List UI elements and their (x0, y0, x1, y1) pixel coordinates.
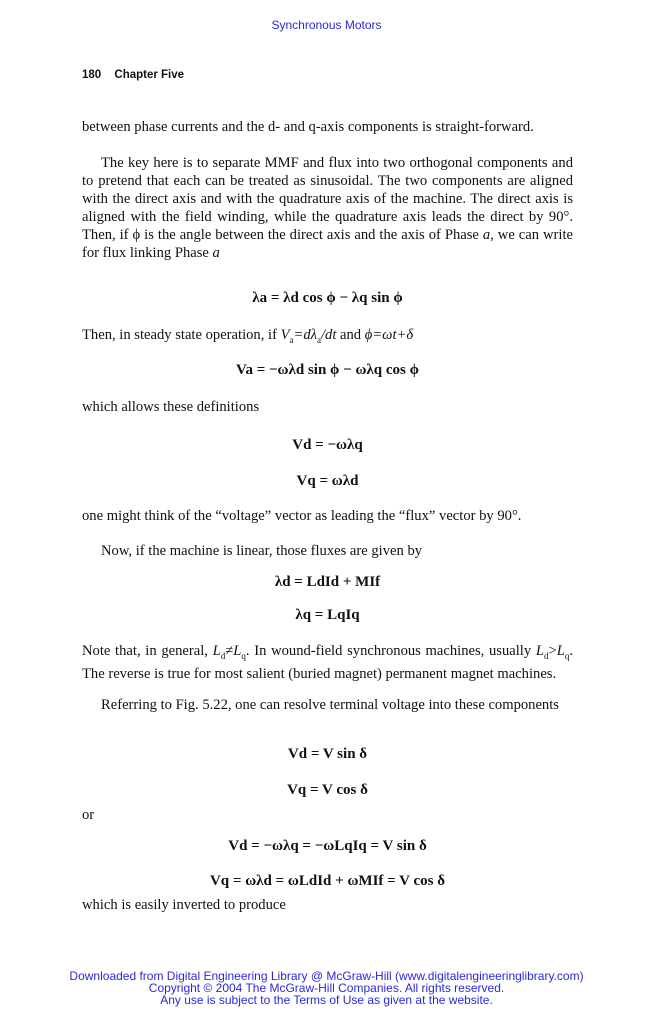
paragraph-4: which allows these definitions (82, 399, 260, 415)
paragraph-9: or (82, 807, 95, 823)
equation-lambda-q: λq = LqIq (295, 607, 360, 623)
paragraph-3: Then, in steady state operation, if $V_a=d\lambda_a/dt$ and ϕ=ωt+δ (82, 327, 414, 345)
footer-download-line: Downloaded from Digital Engineering Library @ McGraw-Hill (www.digitalengineeringlibrary.com) (69, 969, 584, 983)
equation-vd-full: Vd = −ωλq = −ωLqIq = V sin δ (228, 838, 427, 854)
equation-vq-full: Vq = ωλd = ωLdId + ωMIf = V cos δ (209, 873, 446, 889)
equation-vq: Vq = ωλd (296, 473, 359, 489)
paragraph-7: Note that, in general, $L_d\ne L_q$. In wound-field synchronous machines, usually $L_d>L_q$. The reverse is true for most salient (buried magnet) permanent magnet machines. (82, 643, 573, 682)
paragraph-8: Referring to Fig. 5.22, one can resolve terminal voltage into these components (101, 697, 559, 713)
equation-lambda-a: λa = λd cos ϕ − λq sin ϕ (252, 290, 403, 306)
equation-vd: Vd = −ωλq (292, 437, 363, 453)
running-head: Synchronous Motors (271, 18, 382, 32)
page-number: 180 (82, 69, 102, 81)
chapter-label: Chapter Five (114, 69, 185, 81)
equation-va: Va = −ωλd sin ϕ − ωλq cos ϕ (235, 362, 419, 378)
equation-lambda-d: λd = LdId + MIf (274, 574, 381, 590)
paragraph-2: The key here is to separate MMF and flux into two orthogonal components and to pretend that each can be treated as sinusoidal. The two components are aligned with the direct axis and with the quadrature axis of the machine. The direct axis is aligned with the field winding, while the quadrature axis leads the direct by 90°. Then, if ϕ is the angle between the direct axis and the axis of Phase a, we can write for flux linking Phase a (82, 155, 573, 261)
paragraph-1: between phase currents and the d- and q-axis components is straight-forward. (82, 119, 534, 135)
footer-copyright-line: Copyright © 2004 The McGraw-Hill Companies. All rights reserved. (148, 981, 505, 995)
paragraph-5: one might think of the “voltage” vector as leading the “flux” vector by 90°. (82, 508, 522, 524)
footer-terms-line: Any use is subject to the Terms of Use as given at the website. (160, 993, 493, 1007)
page-header (82, 69, 184, 81)
paragraph-6: Now, if the machine is linear, those fluxes are given by (101, 543, 423, 559)
paragraph-10: which is easily inverted to produce (82, 897, 286, 913)
equation-vq-cos: Vq = V cos δ (287, 782, 368, 798)
equation-vd-sin: Vd = V sin δ (287, 746, 368, 762)
